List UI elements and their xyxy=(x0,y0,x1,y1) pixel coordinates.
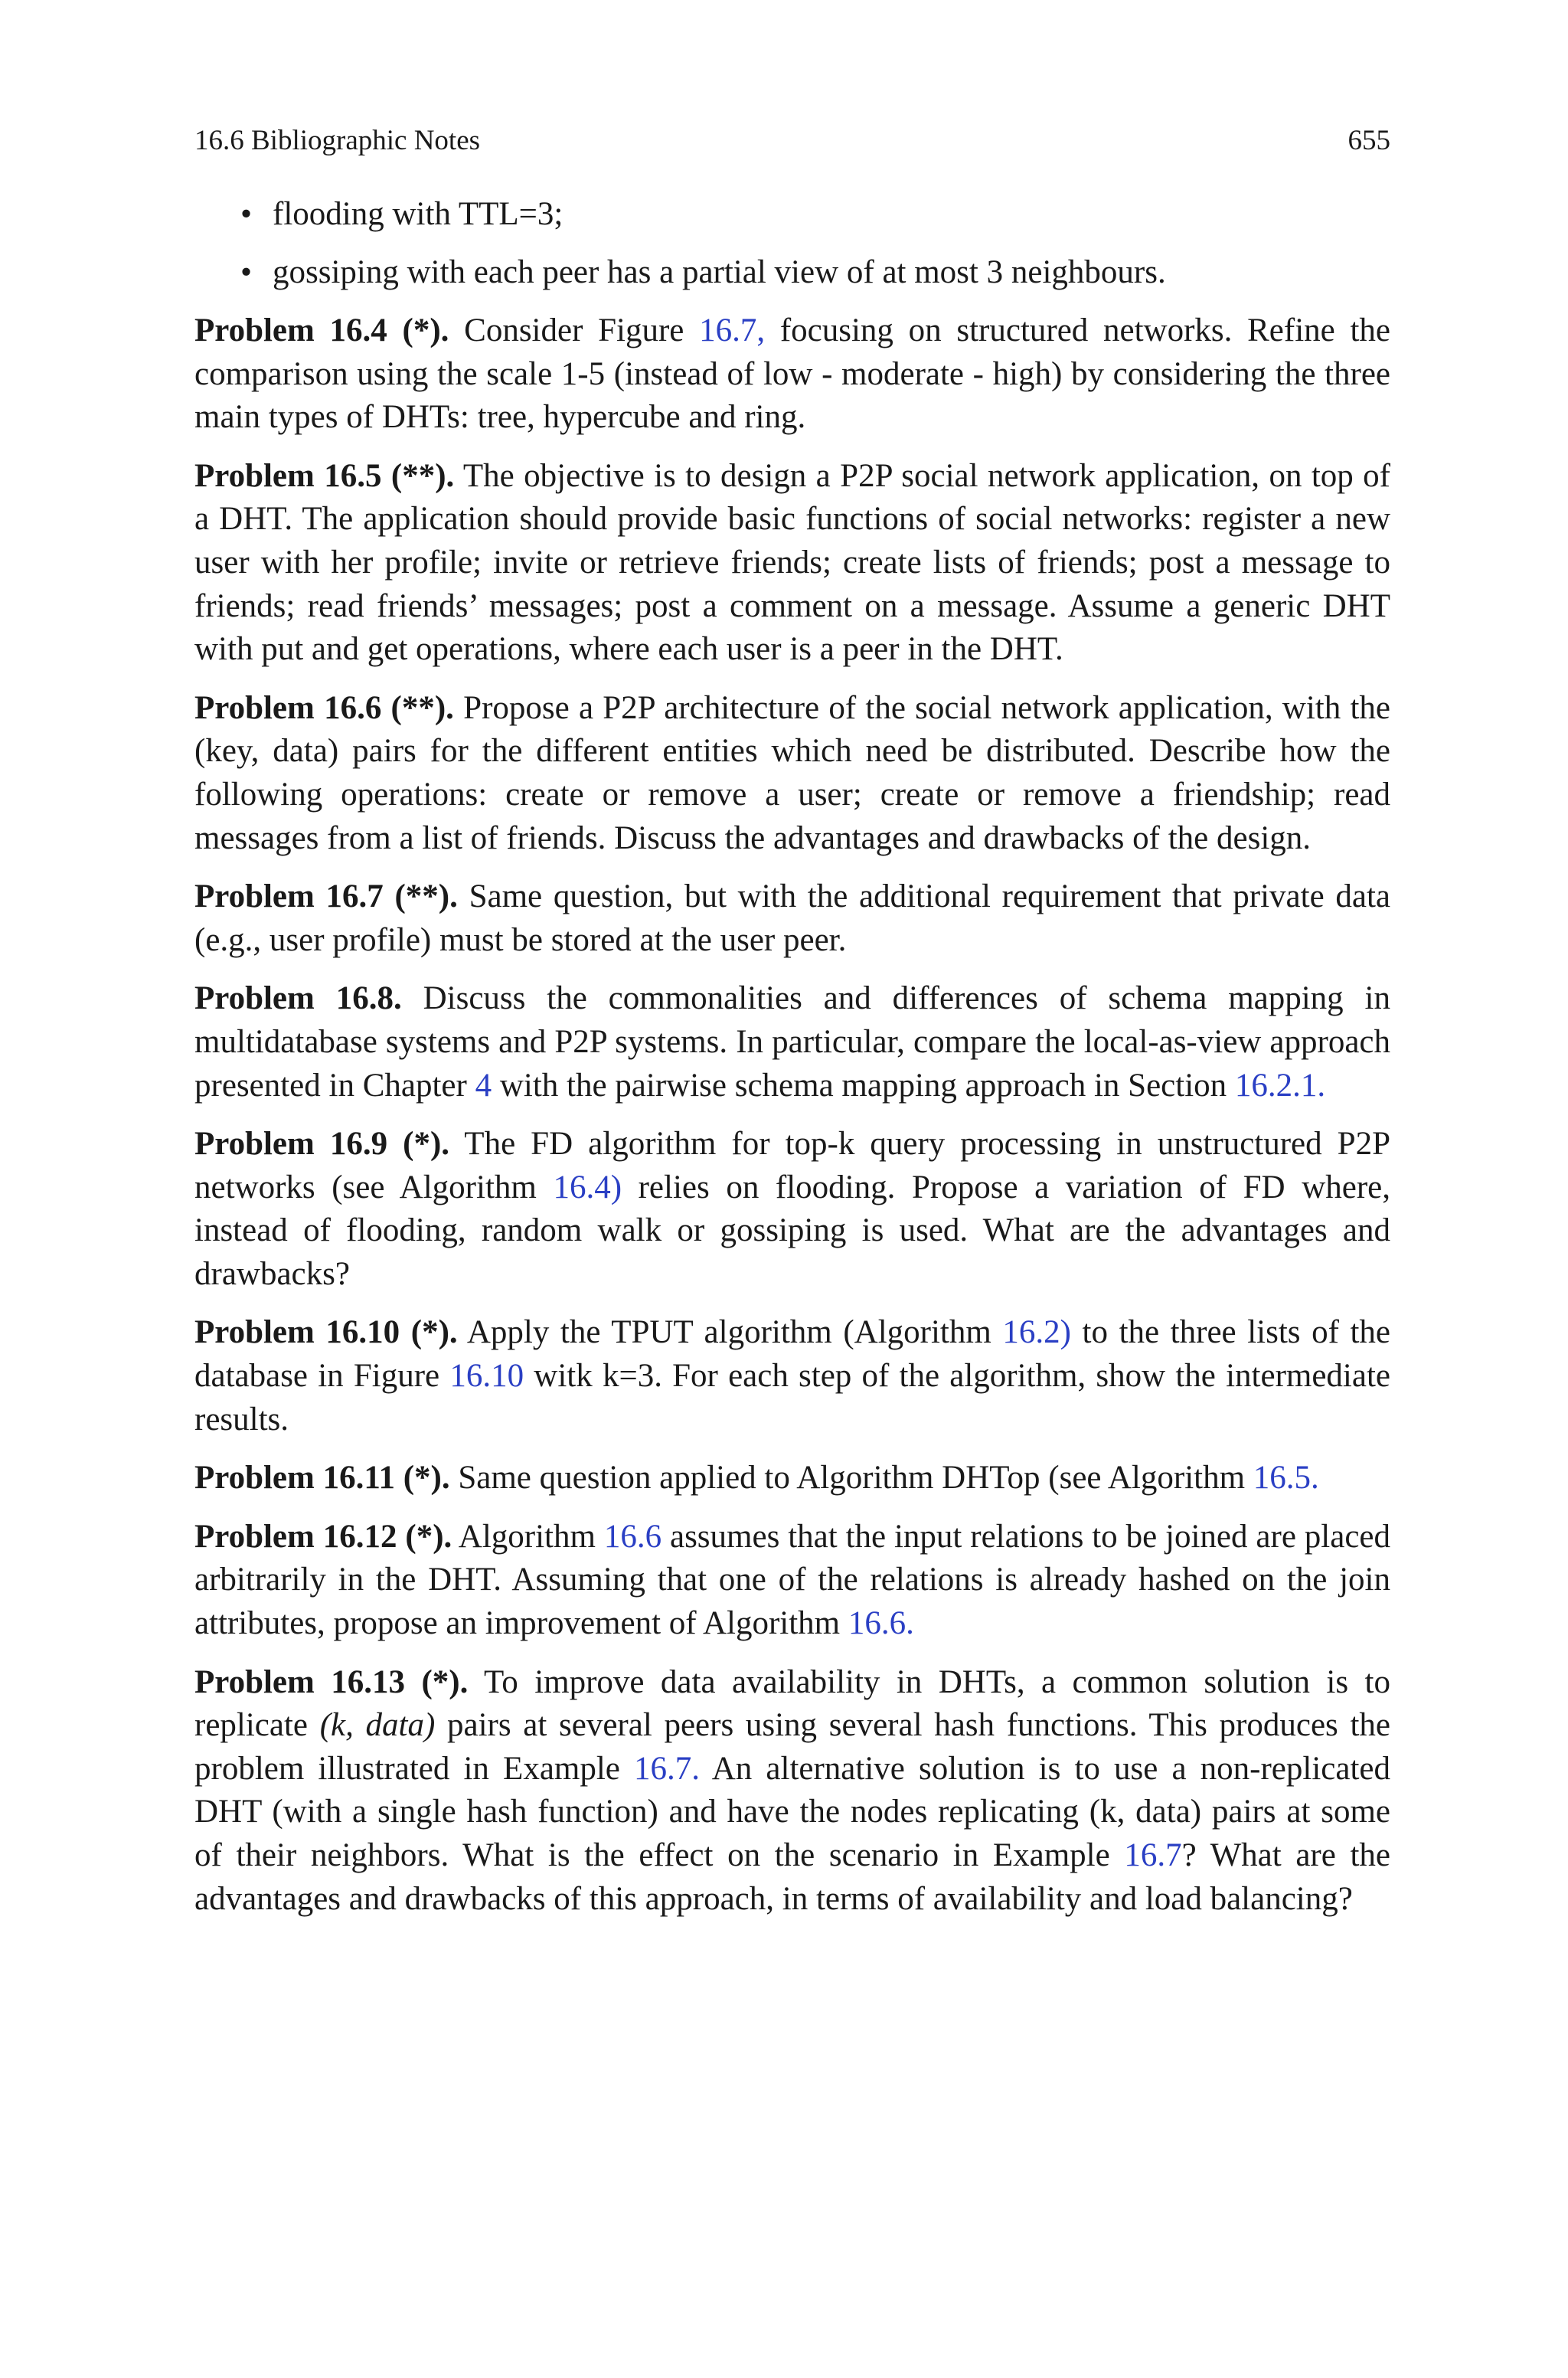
cross-reference-link[interactable]: 16.5. xyxy=(1253,1460,1319,1496)
problem-text: The objective is to design a P2P social network application, on top of a DHT. The application should provide basic functions of social networks: register a new user with her profile; invite or retrieve friends; create lists of friends; post a message to friends; read friends’ messages; post a comment on a message. Assume a generic DHT with put and get operations, where each user is a peer in the DHT. xyxy=(194,457,1390,668)
problem-text: Apply the TPUT algorithm (Algorithm xyxy=(457,1314,1003,1351)
problem-paragraph xyxy=(194,1123,1390,1296)
bullet-icon: • xyxy=(240,196,253,232)
cross-reference-link[interactable]: 16.2.1. xyxy=(1234,1067,1326,1104)
problem-text: Algorithm xyxy=(452,1518,604,1555)
problem-text: To improve data availability in DHTs, a common solution is to replicate xyxy=(194,1663,1390,1744)
problem-label: Problem 16.10 (*). xyxy=(194,1314,458,1351)
problem-text: Discuss the commonalities and differences of schema mapping in multidatabase systems and P2P systems. In particular, compare the local-as-view approach presented in Chapter xyxy=(194,980,1390,1104)
list-item xyxy=(194,193,1390,236)
cross-reference-link[interactable]: 16.7. xyxy=(634,1750,700,1787)
problem-paragraph xyxy=(194,309,1390,440)
cross-reference-link[interactable]: 16.2) xyxy=(1002,1314,1071,1351)
cross-reference-link[interactable]: 16.7 xyxy=(1124,1837,1182,1873)
problem-list xyxy=(194,309,1390,1921)
problem-label: Problem 16.6 (**). xyxy=(194,689,454,726)
running-head xyxy=(194,123,1390,159)
problem-label: Problem 16.5 (**). xyxy=(194,457,455,494)
problem-paragraph xyxy=(194,875,1390,962)
bullet-icon: • xyxy=(240,254,253,290)
problem-text: ? What are the advantages and drawbacks of this approach, in terms of availability and load balancing? xyxy=(194,1837,1391,1917)
bullet-list xyxy=(194,193,1390,294)
problem-paragraph xyxy=(194,1457,1390,1500)
problem-paragraph xyxy=(194,1516,1390,1646)
problem-text: with the pairwise schema mapping approach in Section xyxy=(492,1067,1235,1104)
problem-text: focusing on structured networks. Refine the comparison using the scale 1-5 (instead of low - moderate - high) by considering the three main types of DHTs: tree, hypercube and ring. xyxy=(194,312,1390,436)
math-expression: (k, data) xyxy=(319,1707,436,1744)
problem-label: Problem 16.7 (**). xyxy=(194,878,458,915)
list-item xyxy=(194,251,1390,294)
problem-text: The FD algorithm for top-k query processing in unstructured P2P networks (see Algorithm xyxy=(194,1126,1390,1205)
problem-text: Same question, but with the additional requirement that private data (e.g., user profile) must be stored at the user peer. xyxy=(194,878,1390,958)
cross-reference-link[interactable]: 16.10 xyxy=(449,1358,524,1395)
problem-text: Consider Figure xyxy=(449,312,700,348)
problem-text: An alternative solution is to use a non-replicated DHT (with a single hash function) and have the nodes replicating (k, data) pairs at some of their neighbors. What is the effect on the scenario in Example xyxy=(194,1750,1390,1873)
problem-paragraph xyxy=(194,1311,1390,1441)
page-number: 655 xyxy=(1348,125,1390,156)
problem-paragraph xyxy=(194,687,1390,860)
problem-text: relies on flooding. Propose a variation of FD where, instead of flooding, random walk or gossiping is used. What are the advantages and drawbacks? xyxy=(194,1169,1390,1292)
problem-text: pairs at several peers using several hash functions. This produces the problem illustrated in Example xyxy=(194,1707,1390,1787)
problem-text: witk k=3. For each step of the algorithm, show the intermediate results. xyxy=(194,1358,1390,1438)
problem-label: Problem 16.9 (*). xyxy=(194,1126,450,1163)
problem-label: Problem 16.8. xyxy=(194,980,402,1017)
cross-reference-link[interactable]: 16.6. xyxy=(848,1605,914,1642)
page xyxy=(194,123,1390,1936)
problem-text: to the three lists of the database in Figure xyxy=(194,1314,1391,1395)
cross-reference-link[interactable]: 16.4) xyxy=(553,1169,622,1205)
problem-paragraph xyxy=(194,977,1390,1107)
problem-text: Same question applied to Algorithm DHTop (see Algorithm xyxy=(449,1460,1253,1496)
cross-reference-link[interactable]: 16.6 xyxy=(603,1518,662,1555)
problem-label: Problem 16.11 (*). xyxy=(194,1460,450,1496)
problem-text: assumes that the input relations to be joined are placed arbitrarily in the DHT. Assuming that one of the relations is already hashed on the join attributes, propose an improvement of Algorithm xyxy=(194,1518,1390,1642)
problem-text: Propose a P2P architecture of the social network application, with the (key, data) pairs for the different entities which need be distributed. Describe how the following operations: create or remove a user; create or remove a friendship; read messages from a list of friends. Discuss the advantages and drawbacks of the design. xyxy=(194,689,1391,856)
section-heading: 16.6 Bibliographic Notes xyxy=(194,125,481,156)
problem-label: Problem 16.4 (*). xyxy=(194,312,449,348)
problem-label: Problem 16.13 (*). xyxy=(194,1663,469,1700)
problem-label: Problem 16.12 (*). xyxy=(194,1518,452,1555)
bullet-text: gossiping with each peer has a partial view of at most 3 neighbours. xyxy=(273,254,1166,290)
cross-reference-link[interactable]: 16.7, xyxy=(699,312,766,348)
cross-reference-link[interactable]: 4 xyxy=(475,1067,492,1104)
problem-paragraph xyxy=(194,1661,1390,1922)
bullet-text: flooding with TTL=3; xyxy=(273,196,564,232)
problem-paragraph xyxy=(194,455,1390,672)
